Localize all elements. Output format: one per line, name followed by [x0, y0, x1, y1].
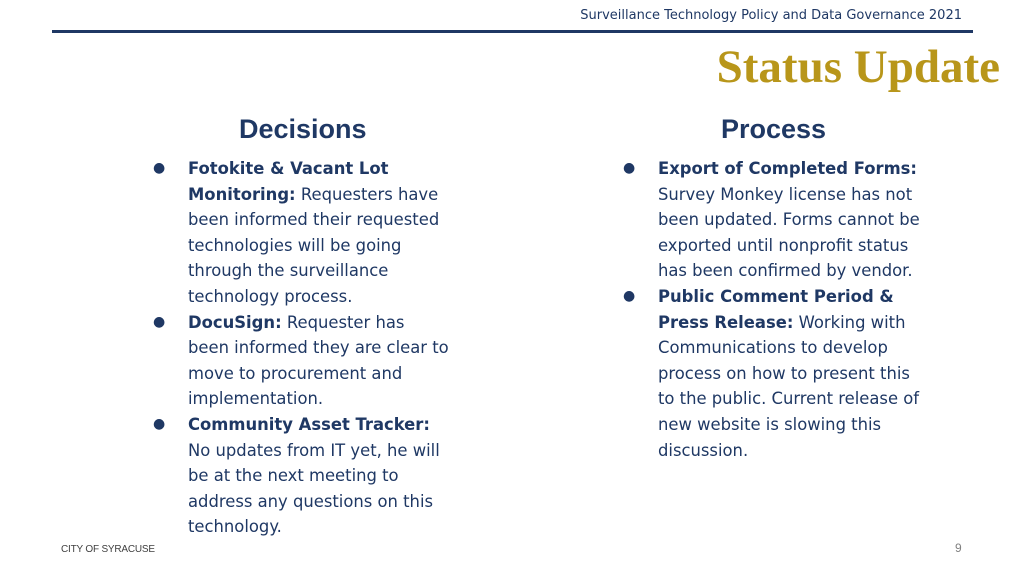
item-lead: Fotokite & Vacant Lot Monitoring: — [188, 159, 389, 204]
decisions-heading: Decisions — [239, 114, 367, 144]
header-divider — [52, 30, 973, 33]
decisions-item-community-asset-tracker — [150, 412, 450, 540]
item-lead: Community Asset Tracker: — [188, 414, 430, 434]
bullet-icon: ● — [623, 287, 636, 304]
decisions-list — [150, 156, 450, 540]
slide-title: Status Update — [716, 41, 1000, 93]
page-number: 9 — [955, 541, 962, 555]
process-heading: Process — [721, 114, 827, 144]
item-text: Working with Communications to develop process on how to present this to the public. Current release of new website is slowing this discussion. — [658, 312, 920, 460]
item-text: Requesters have been informed their requested technologies will be going through the surveillance technology process. — [188, 184, 440, 306]
process-item-public-comment — [620, 284, 930, 463]
bullet-icon: ● — [153, 160, 166, 176]
decisions-item-docusign — [150, 310, 450, 412]
footer-org: CITY OF SYRACUSE — [61, 544, 155, 555]
bullet-icon: ● — [623, 160, 636, 176]
item-text: Survey Monkey license has not been updated. Forms cannot be exported until nonprofit status has been confirmed by vendor. — [658, 184, 920, 281]
process-item-export-forms — [620, 156, 930, 284]
process-list — [620, 156, 930, 463]
bullet-icon: ● — [153, 313, 166, 330]
bullet-icon: ● — [153, 415, 166, 432]
item-text: Requester has been informed they are clear to move to procurement and implementation. — [188, 312, 449, 409]
item-text: No updates from IT yet, he will be at the next meeting to address any questions on this technology. — [188, 440, 440, 537]
header-title: Surveillance Technology Policy and Data Governance 2021 — [580, 8, 962, 23]
item-lead: DocuSign: — [188, 312, 282, 332]
item-lead: Export of Completed Forms: — [658, 159, 917, 178]
item-lead: Public Comment Period & Press Release: — [658, 286, 894, 332]
decisions-item-fotokite — [150, 156, 450, 310]
